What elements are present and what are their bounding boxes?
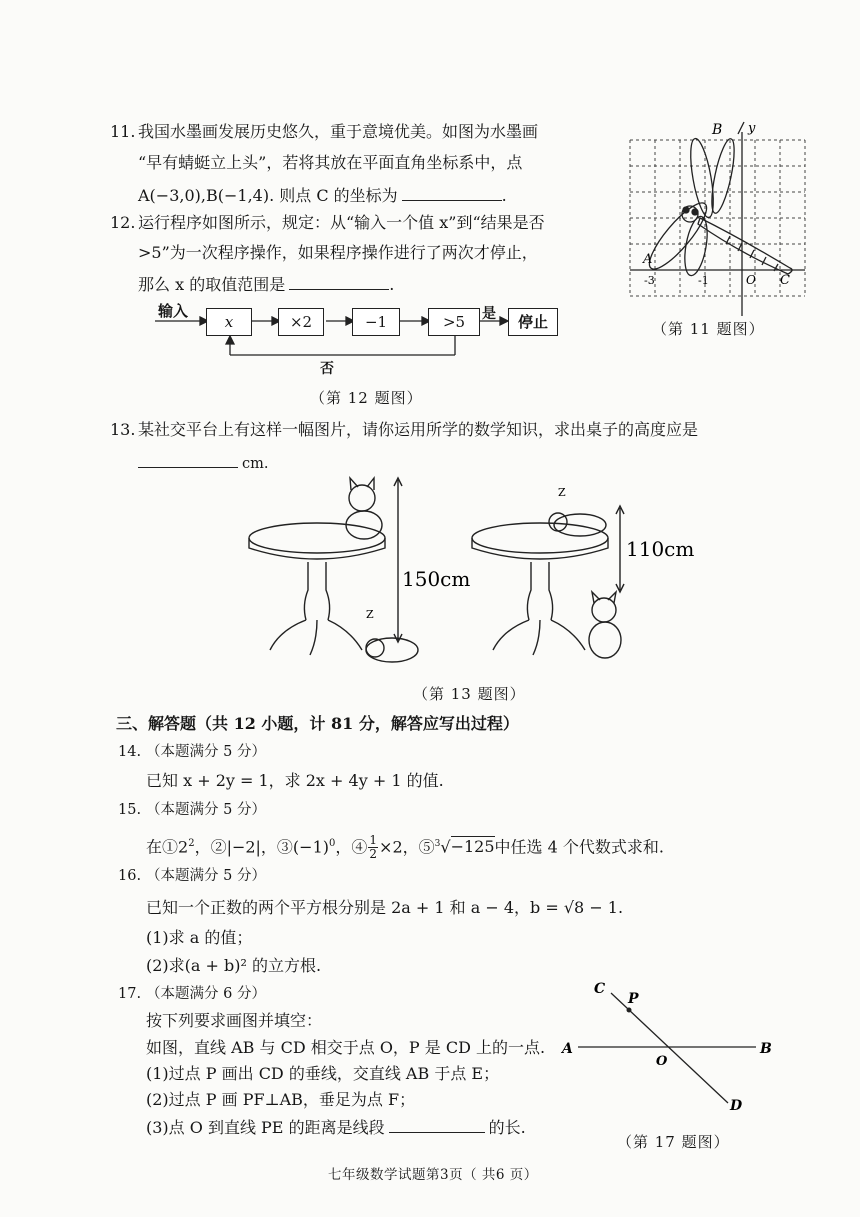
right-cat-floor: [589, 592, 621, 658]
zz-right: Z: [558, 486, 566, 499]
height-label-150: 150cm: [402, 567, 471, 591]
height-arrow-150: [394, 478, 402, 642]
q15-text: [146, 834, 664, 861]
flow-box-x: x: [206, 308, 252, 336]
q15-root-body: −125: [450, 837, 495, 857]
q17-line3: (1)过点 P 画出 CD 的垂线，交直线 AB 于点 E；: [146, 1064, 500, 1083]
q14-score: （本题满分 5 分）: [146, 744, 266, 760]
flow-box-stop: 停止: [508, 308, 558, 336]
q15-fraction: [368, 834, 378, 861]
q12-line3: [138, 273, 394, 295]
q15-root-index: 3: [434, 839, 441, 849]
q13-answer-blank[interactable]: [138, 451, 238, 468]
tick-minus3: -3: [644, 274, 655, 287]
label-A: A: [643, 252, 653, 267]
q17-line4: (2)过点 P 画 PF⊥AB，垂足为点 F；: [146, 1090, 416, 1109]
dragonfly-drawing: [642, 137, 792, 277]
q17-number: 17.: [118, 986, 142, 1002]
q16-line2: (1)求 a 的值；: [146, 928, 253, 947]
q17-line5-end: 的长.: [488, 1118, 526, 1137]
q15-sup1: 2: [188, 838, 195, 849]
q12-answer-blank[interactable]: [289, 273, 389, 290]
flow-input-label: 输入: [158, 302, 189, 320]
q15-sup2: 0: [329, 838, 336, 849]
flow-box-compare: >5: [428, 308, 480, 336]
q16-score: （本题满分 5 分）: [146, 868, 266, 884]
q11-number: 11.: [110, 122, 136, 141]
label-O: O: [746, 273, 756, 287]
q14-text: 已知 x + 2y = 1，求 2x + 4y + 1 的值.: [146, 771, 444, 790]
q17-line2: 如图，直线 AB 与 CD 相交于点 O，P 是 CD 上的一点.: [146, 1038, 546, 1057]
height-label-110: 110cm: [626, 537, 695, 561]
q11-answer-blank[interactable]: [402, 184, 502, 201]
q17-caption: （第 17 题图）: [617, 1133, 730, 1151]
q14-number: 14.: [118, 744, 142, 760]
q15-radical-sign: √: [440, 837, 451, 857]
height-arrow-110: [616, 506, 624, 592]
q12-line2: >5”为一次程序操作，如果程序操作进行了两次才停止，: [138, 243, 538, 262]
left-cat-floor: [366, 638, 418, 662]
q11-line3: [138, 184, 507, 206]
right-cat-on-table: [549, 513, 606, 536]
tick-minus1: -1: [698, 274, 709, 287]
label-C: C: [594, 981, 606, 997]
label-D: D: [730, 1098, 743, 1114]
q13-caption: （第 13 题图）: [413, 685, 526, 703]
q11-caption: （第 11 题图）: [652, 320, 765, 338]
q17-line5-text: (3)点 O 到直线 PE 的距离是线段: [146, 1118, 385, 1137]
q15-t1: 在①2: [146, 837, 189, 857]
flow-box-multiply: ×2: [278, 308, 324, 336]
q16-line1: 已知一个正数的两个平方根分别是 2a + 1 和 a − 4，b = √8 − 1.: [146, 898, 624, 917]
q11-figure: [620, 118, 820, 318]
q17-line5: [146, 1116, 526, 1138]
label-A: A: [562, 1041, 573, 1057]
q16-line3: (2)求(a + b)² 的立方根.: [146, 956, 322, 975]
q15-t3: ，④: [335, 837, 368, 857]
section-3-title: 三、解答题（共 12 小题，计 81 分，解答应写出过程）: [116, 714, 519, 733]
flow-yes-label: 是: [482, 306, 496, 322]
q11-end: .: [501, 186, 507, 205]
q15-frac-den: 2: [369, 847, 378, 862]
flow-box-subtract: −1: [352, 308, 400, 336]
right-table: [472, 523, 608, 655]
q17-score: （本题满分 6 分）: [146, 986, 266, 1002]
q13-figure: [240, 470, 695, 680]
label-O: O: [656, 1054, 668, 1069]
q17-answer-blank[interactable]: [389, 1116, 485, 1133]
q12-line1: 运行程序如图所示，规定：从“输入一个值 x”到“结果是否: [138, 213, 545, 232]
q16-number: 16.: [118, 868, 142, 884]
q15-t4: ×2，⑤: [379, 837, 435, 857]
left-cat-on-table: [346, 478, 382, 539]
label-B: B: [712, 122, 723, 138]
q13-line1: 某社交平台上有这样一幅图片，请你运用所学的数学知识，求出桌子的高度应是: [138, 420, 699, 439]
q13-unit: cm.: [242, 456, 269, 472]
q13-number: 13.: [110, 420, 136, 439]
left-table: [249, 523, 385, 655]
flow-no-label: 否: [320, 361, 334, 377]
point-P: [627, 1008, 632, 1013]
q15-t2: ，②|−2|，③(−1): [194, 837, 330, 857]
q15-frac-num: 1: [369, 833, 378, 848]
q11-line1: 我国水墨画发展历史悠久，重于意境优美。如图为水墨画: [138, 122, 539, 141]
label-B: B: [760, 1041, 772, 1057]
q17-line1: 按下列要求画图并填空：: [146, 1011, 323, 1030]
q12-end: .: [389, 275, 395, 294]
q12-line3-text: 那么 x 的取值范围是: [138, 275, 286, 294]
q15-score: （本题满分 5 分）: [146, 802, 266, 818]
q11-line3-text: A(−3,0),B(−1,4). 则点 C 的坐标为: [138, 186, 398, 205]
q17-figure: [556, 975, 796, 1125]
q12-caption: （第 12 题图）: [310, 389, 423, 407]
y-arrow: [738, 122, 744, 134]
zz-left: Z: [366, 608, 374, 621]
label-P: P: [628, 991, 639, 1007]
q15-t5: 中任选 4 个代数式求和.: [494, 837, 664, 857]
page-footer: 七年级数学试题第3页（ 共6 页）: [328, 1167, 538, 1183]
q15-number: 15.: [118, 802, 142, 818]
label-y: y: [748, 121, 756, 136]
q12-number: 12.: [110, 213, 136, 232]
q11-line2: “早有蜻蜓立上头”，若将其放在平面直角坐标系中，点: [138, 153, 523, 172]
label-C: C: [780, 273, 790, 288]
